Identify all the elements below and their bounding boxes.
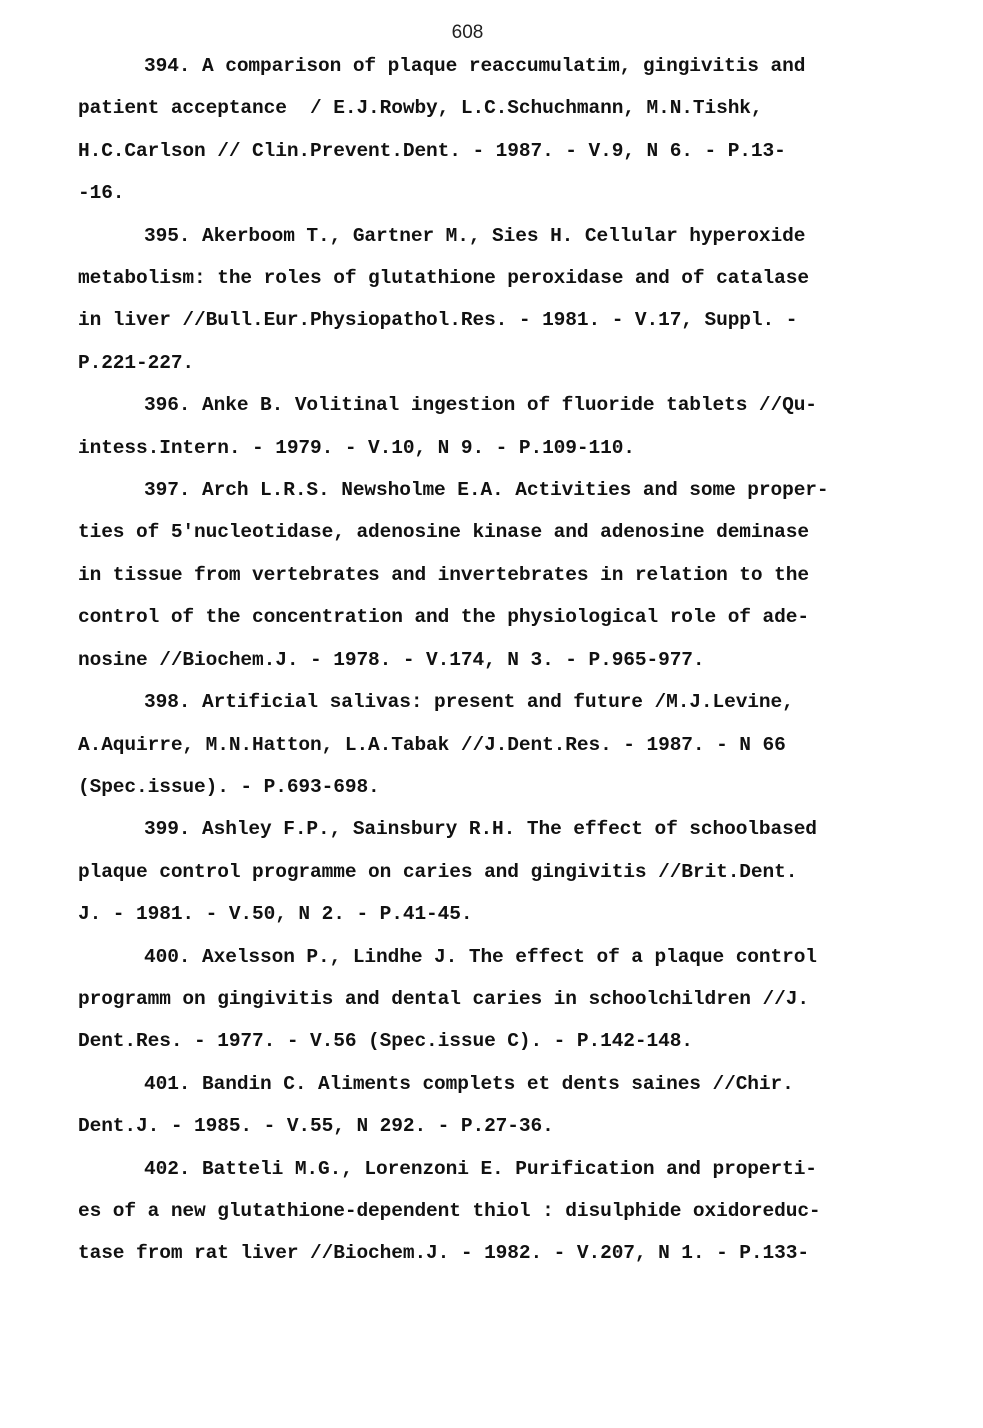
- reference-line: P.221-227.: [78, 351, 195, 374]
- reference-entry: [78, 215, 904, 385]
- reference-line: in liver //Bull.Eur.Physiopathol.Res. - 1981. - V.17, Suppl. -: [78, 309, 798, 332]
- reference-line: metabolism: the roles of glutathione peroxidase and of catalase: [78, 267, 809, 290]
- reference-list: [78, 45, 904, 1275]
- reference-line: es of a new glutathione-dependent thiol : disulphide oxidoreduc-: [78, 1199, 821, 1222]
- reference-line: 397. Arch L.R.S. Newsholme E.A. Activities and some proper-: [144, 479, 829, 502]
- reference-entry: [78, 681, 904, 808]
- reference-line: 399. Ashley F.P., Sainsbury R.H. The effect of schoolbased: [144, 818, 817, 841]
- reference-entry: [78, 384, 904, 469]
- reference-line: Dent.Res. - 1977. - V.56 (Spec.issue C). - P.142-148.: [78, 1030, 693, 1053]
- reference-line: H.C.Carlson // Clin.Prevent.Dent. - 1987. - V.9, N 6. - P.13-: [78, 139, 786, 162]
- page-number: 608: [451, 22, 484, 43]
- reference-entry: [78, 45, 904, 215]
- reference-line: 396. Anke B. Volitinal ingestion of fluoride tablets //Qu-: [144, 394, 817, 417]
- reference-line: control of the concentration and the physiological role of ade-: [78, 606, 809, 629]
- reference-line: programm on gingivitis and dental caries in schoolchildren //J.: [78, 987, 809, 1010]
- reference-entry: [78, 1063, 904, 1148]
- reference-line: Dent.J. - 1985. - V.55, N 292. - P.27-36.: [78, 1115, 554, 1138]
- reference-line: 398. Artificial salivas: present and future /M.J.Levine,: [144, 691, 794, 714]
- reference-line: 400. Axelsson P., Lindhe J. The effect of a plaque control: [144, 945, 817, 968]
- reference-entry: [78, 936, 904, 1063]
- reference-line: A.Aquirre, M.N.Hatton, L.A.Tabak //J.Dent.Res. - 1987. - N 66: [78, 733, 786, 756]
- reference-entry: [78, 469, 904, 681]
- reference-line: (Spec.issue). - P.693-698.: [78, 775, 380, 798]
- reference-line: -16.: [78, 182, 125, 205]
- reference-line: 402. Batteli M.G., Lorenzoni E. Purification and properti-: [144, 1157, 817, 1180]
- reference-line: patient acceptance / E.J.Rowby, L.C.Schuchmann, M.N.Tishk,: [78, 97, 763, 120]
- reference-line: ties of 5'nucleotidase, adenosine kinase and adenosine deminase: [78, 521, 809, 544]
- reference-line: 401. Bandin C. Aliments complets et dents saines //Chir.: [144, 1072, 794, 1095]
- reference-entry: [78, 808, 904, 935]
- reference-line: plaque control programme on caries and gingivitis //Brit.Dent.: [78, 860, 798, 883]
- reference-line: intess.Intern. - 1979. - V.10, N 9. - P.109-110.: [78, 436, 635, 459]
- reference-line: in tissue from vertebrates and invertebrates in relation to the: [78, 563, 809, 586]
- reference-line: nosine //Biochem.J. - 1978. - V.174, N 3. - P.965-977.: [78, 648, 705, 671]
- reference-line: 395. Akerboom T., Gartner M., Sies H. Cellular hyperoxide: [144, 224, 806, 247]
- reference-entry: [78, 1148, 904, 1275]
- reference-line: 394. A comparison of plaque reaccumulatim, gingivitis and: [144, 55, 806, 77]
- reference-line: J. - 1981. - V.50, N 2. - P.41-45.: [78, 903, 473, 926]
- reference-line: tase from rat liver //Biochem.J. - 1982. - V.207, N 1. - P.133-: [78, 1242, 809, 1265]
